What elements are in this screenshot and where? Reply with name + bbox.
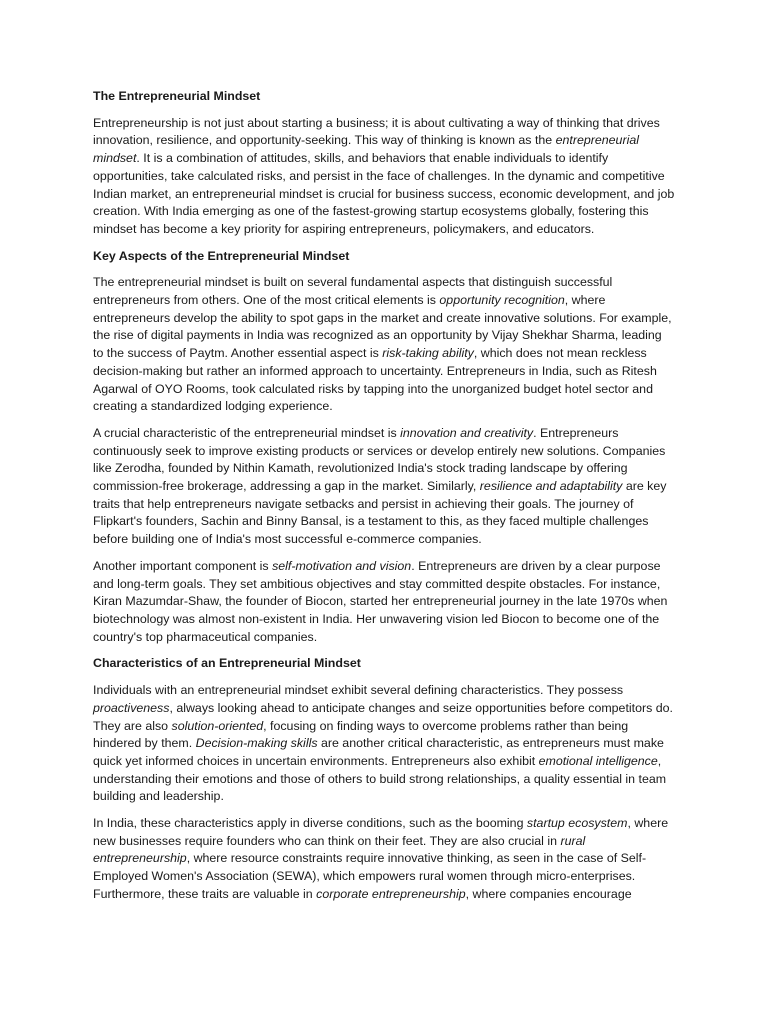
ka1-text-3: , which does not mean reckless decision-making but rather an informed approach to uncertainty. Entrepreneurs in India, such as Ritesh Agarwal of OYO Rooms, took calculated risks by tapping into the unorganized budget hotel sector and creating a standardized lodging experience.: [93, 346, 657, 414]
ch2-text-2: , where new businesses require founders who can think on their feet. They are also crucial in: [93, 816, 669, 848]
characteristics-paragraph-1: [93, 682, 675, 806]
characteristics-paragraph-2: [93, 815, 675, 904]
ka2-emphasis-1: innovation and creativity: [400, 425, 534, 440]
ka2-emphasis-2: resilience and adaptability: [479, 479, 623, 494]
intro-paragraph: [93, 115, 675, 239]
ch1-text-5: , understanding their emotions and those of others to build strong relationships, a quality essential in team building and leadership.: [93, 753, 667, 804]
ch1-emphasis-2: solution-oriented: [171, 718, 264, 733]
ch2-text-1: In India, these characteristics apply in diverse conditions, such as the booming: [93, 816, 527, 831]
document-title: The Entrepreneurial Mindset: [93, 89, 261, 103]
ch1-text-2: , always looking ahead to anticipate changes and seize opportunities before competitors do. They are also: [93, 700, 673, 733]
document-body: [93, 88, 675, 913]
key-aspects-paragraph-1: [93, 274, 675, 416]
ka3-text-1: Another important component is: [93, 558, 273, 573]
key-aspects-paragraph-3: [93, 558, 675, 647]
ka3-emphasis-1: self-motivation and vision: [272, 558, 412, 573]
intro-text-2: . It is a combination of attitudes, skills, and behaviors that enable individuals to identify opportunities, take calculated risks, and persist in the face of challenges. In the dynamic and competitive Indian market, an entrepreneurial mindset is crucial for business success, economic development, and job creation. With India emerging as one of the fastest-growing startup ecosystems globally, fostering this mindset has become a key priority for aspiring entrepreneurs, policymakers, and educators.: [93, 151, 675, 236]
ch2-text-3: , where resource constraints require innovative thinking, as seen in the case of Self-Employed Women's Association (SEWA), which empowers rural women through micro-enterprises. Furthermore, these traits are valuable in: [93, 851, 647, 901]
ka3-text-2: . Entrepreneurs are driven by a clear purpose and long-term goals. They set ambitious objectives and stay committed despite obstacles. For instance, Kiran Mazumdar-Shaw, the founder of Biocon, started her entrepreneurial journey in the late 1970s when biotechnology was almost non-existent in India. Her unwavering vision led Biocon to become one of the country's top pharmaceutical companies.: [93, 558, 668, 644]
ka1-emphasis-1: opportunity recognition: [439, 293, 565, 308]
ch2-emphasis-2: rural entrepreneurship: [93, 833, 586, 866]
ch2-text-4: , where companies encourage: [465, 886, 632, 901]
ch1-emphasis-1: proactiveness: [93, 700, 170, 715]
intro-text-1: Entrepreneurship is not just about starting a business; it is about cultivating a way of thinking that drives innovation, resilience, and opportunity-seeking. This way of thinking is known as the: [93, 115, 660, 148]
ka1-text-2: , where entrepreneurs develop the ability to spot gaps in the market and create innovative solutions. For example, the rise of digital payments in India was recognized as an opportunity by Vijay Shekhar Sharma, leading to the success of Paytm. Another essential aspect is: [93, 293, 672, 361]
ch1-text-4: are another critical characteristic, as entrepreneurs must make quick yet informed choices in uncertain environments. Entrepreneurs also exhibit: [93, 736, 664, 768]
key-aspects-heading: Key Aspects of the Entrepreneurial Mindset: [93, 248, 350, 263]
ch2-emphasis-3: corporate entrepreneurship: [316, 886, 466, 901]
ch2-emphasis-1: startup ecosystem: [526, 816, 628, 831]
ch1-emphasis-3: Decision-making skills: [195, 736, 318, 751]
ch1-text-3: , focusing on finding ways to overcome problems rather than being hindered by them.: [93, 718, 629, 751]
ch1-emphasis-4: emotional intelligence: [538, 753, 658, 768]
ka2-text-3: are key traits that help entrepreneurs navigate setbacks and persist in achieving their goals. The journey of Flipkart's founders, Sachin and Binny Bansal, is a testament to this, as they faced multiple challenges before building one of India's most successful e-commerce companies.: [93, 479, 667, 547]
ka2-text-1: A crucial characteristic of the entrepreneurial mindset is: [93, 425, 401, 440]
ka2-text-2: . Entrepreneurs continuously seek to improve existing products or services or develop entirely new solutions. Companies like Zerodha, founded by Nithin Kamath, revolutionized India's stock trading landscape by offering commission-free brokerage, addressing a gap in the market. Similarly,: [93, 425, 666, 494]
ka1-emphasis-2: risk-taking ability: [382, 346, 474, 361]
ch1-text-1: Individuals with an entrepreneurial mindset exhibit several defining characteristics. They possess: [93, 683, 624, 698]
key-aspects-paragraph-2: [93, 425, 675, 549]
ka1-text-1: The entrepreneurial mindset is built on several fundamental aspects that distinguish successful entrepreneurs from others. One of the most critical elements is: [93, 275, 613, 308]
characteristics-heading: Characteristics of an Entrepreneurial Mindset: [93, 656, 361, 671]
intro-emphasis-1: entrepreneurial mindset: [93, 133, 639, 166]
